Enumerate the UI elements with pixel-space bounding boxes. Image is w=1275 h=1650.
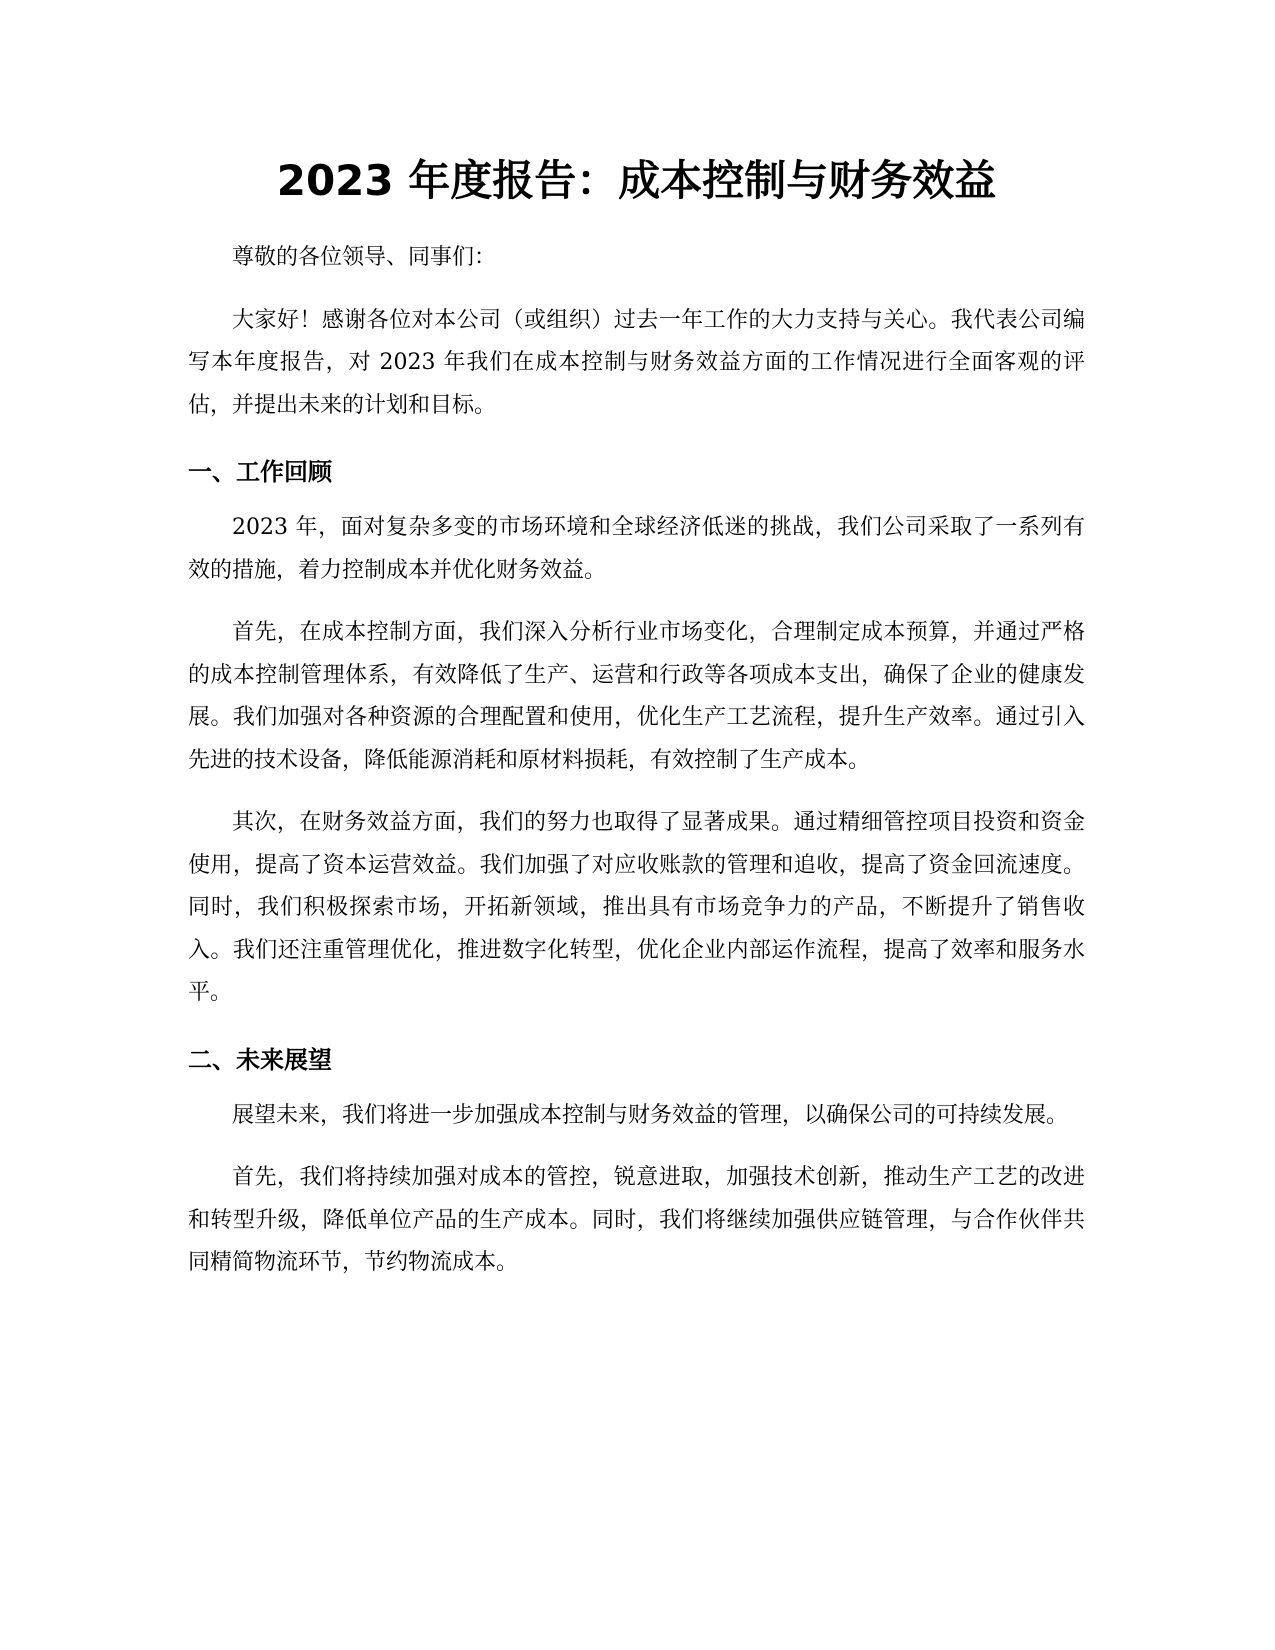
body-paragraph: 其次，在财务效益方面，我们的努力也取得了显著成果。通过精细管控项目投资和资金使用，提高了资本运营效益。我们加强了对应收账款的管理和追收，提高了资金回流速度。同时，我们积极探索市场，开拓新领域，推出具有市场竞争力的产品，不断提升了销售收入。我们还注重管理优化，推进数字化转型，优化企业内部运作流程，提高了效率和服务水平。 <box>188 810 1085 1005</box>
document-body <box>188 145 1085 1285</box>
body-paragraph: 2023 年，面对复杂多变的市场环境和全球经济低迷的挑战，我们公司采取了一系列有效的措施，着力控制成本并优化财务效益。 <box>188 515 1085 583</box>
body-paragraph: 展望未来，我们将进一步加强成本控制与财务效益的管理，以确保公司的可持续发展。 <box>232 1102 1069 1128</box>
section-heading: 二、未来展望 <box>188 1045 332 1074</box>
intro-paragraph: 大家好！感谢各位对本公司（或组织）过去一年工作的大力支持与关心。我代表公司编写本年度报告，对 2023 年我们在成本控制与财务效益方面的工作情况进行全面客观的评估，并提出未来的计划和目标。 <box>188 307 1085 418</box>
body-paragraph: 首先，在成本控制方面，我们深入分析行业市场变化，合理制定成本预算，并通过严格的成本控制管理体系，有效降低了生产、运营和行政等各项成本支出，确保了企业的健康发展。我们加强对各种资源的合理配置和使用，优化生产工艺流程，提升生产效率。通过引入先进的技术设备，降低能源消耗和原材料损耗，有效控制了生产成本。 <box>188 620 1085 773</box>
greeting-paragraph: 尊敬的各位领导、同事们： <box>232 245 497 270</box>
section-work-review <box>188 451 1085 1015</box>
body-paragraph: 首先，我们将持续加强对成本的管控，锐意进取，加强技术创新，推动生产工艺的改进和转型升级，降低单位产品的生产成本。同时，我们将继续加强供应链管理，与合作伙伴共同精简物流环节，节约物流成本。 <box>188 1165 1085 1275</box>
document-title: 2023 年度报告：成本控制与财务效益 <box>276 156 997 205</box>
section-future-outlook <box>188 1039 1085 1285</box>
section-heading: 一、工作回顾 <box>188 458 332 486</box>
